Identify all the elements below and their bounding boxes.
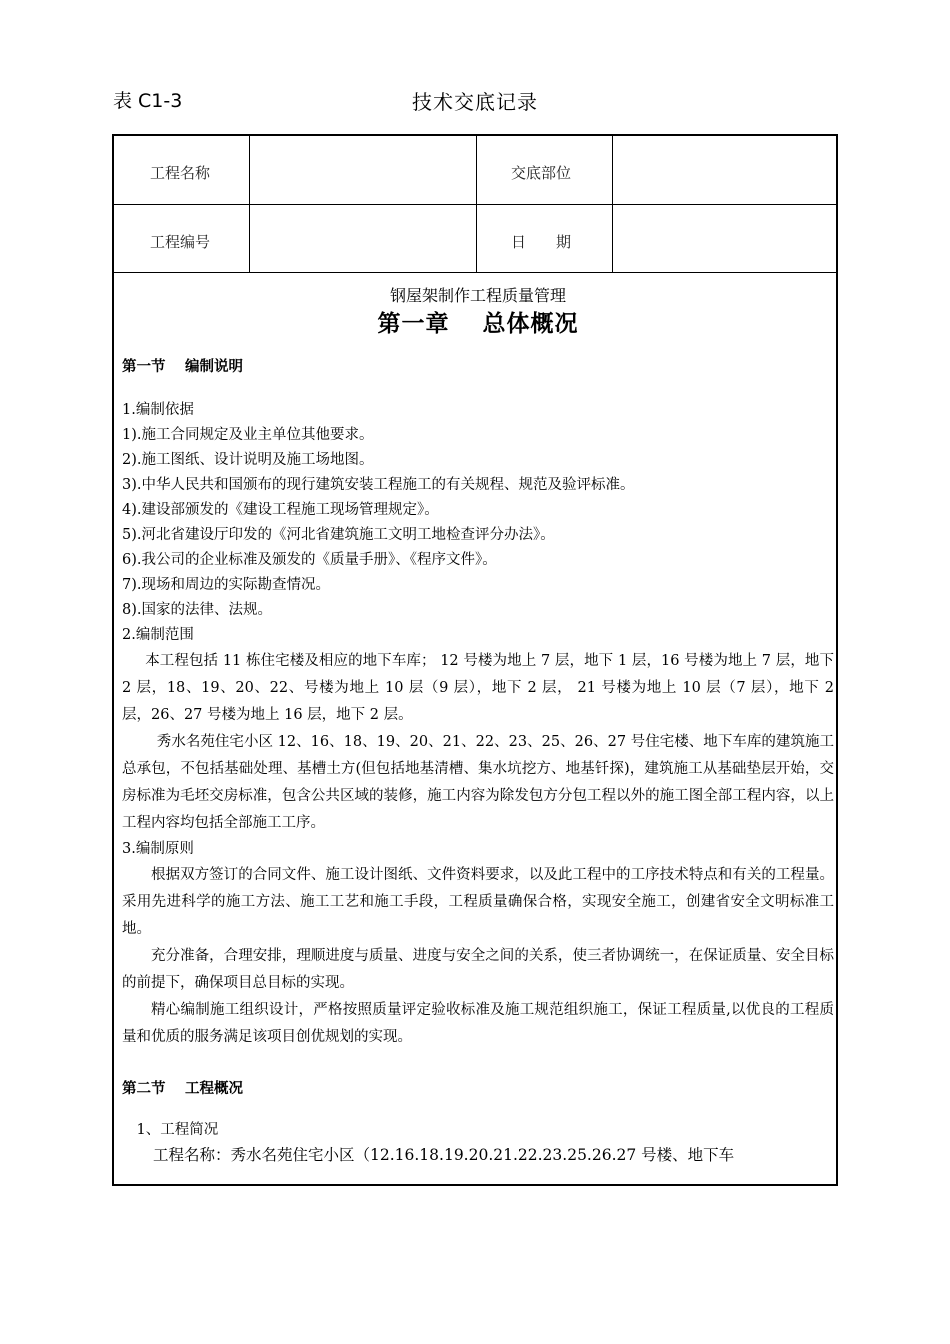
form-number: 表 C1-3: [113, 90, 183, 112]
basis-item: 6).我公司的企业标准及颁发的《质量手册》、《程序文件》。: [122, 552, 497, 568]
row-divider: [114, 272, 836, 273]
basis-item: 5).河北省建设厅印发的《河北省建筑施工文明工地检查评分办法》。: [122, 527, 555, 543]
principle-paragraph: 精心编制施工组织设计，严格按照质量评定验收标准及施工规范组织施工，保证工程质量,以优良的工程质量和优质的服务满足该项目创优规划的实现。: [122, 1002, 834, 1045]
column-divider: [476, 136, 477, 272]
project-name-label: 工程名称: [150, 164, 211, 182]
row-divider: [114, 204, 836, 205]
date-label: 日 期: [511, 233, 572, 251]
scope-paragraph: 秀水名苑住宅小区 12、16、18、19、20、21、22、23、25、26、27 号住宅楼、地下车库的建筑施工总承包，不包括基础处理、基槽土方(但包括地基清槽、集水坑挖方、地基钎探)，建筑施工从基础垫层开始，交房标准为毛坯交房标准，包含公共区域的装修，施工内容为除发包方分包工程以外的施工图全部工程内容，以上工程内容均包括全部施工工序。: [122, 734, 834, 831]
basis-item: 2).施工图纸、设计说明及施工场地图。: [122, 452, 374, 468]
disclosure-content: [122, 276, 834, 1168]
document-subtitle: 钢屋架制作工程质量管理: [389, 286, 566, 305]
basis-item: 4).建设部颁发的《建设工程施工现场管理规定》。: [122, 502, 439, 518]
section-heading: 第二节 工程概况: [122, 1081, 244, 1097]
overview-line: 工程名称：秀水名苑住宅小区（12.16.18.19.20.21.22.23.25.26.27 号楼、地下车: [153, 1146, 735, 1164]
basis-item: 8).国家的法律、法规。: [122, 602, 272, 618]
basis-item: 1).施工合同规定及业主单位其他要求。: [122, 427, 374, 443]
project-number-label: 工程编号: [150, 233, 211, 251]
document-title: 技术交底记录: [412, 90, 538, 114]
basis-item: 3).中华人民共和国颁布的现行建筑安装工程施工的有关规程、规范及验评标准。: [122, 477, 635, 493]
section-heading: 第一节 编制说明: [122, 359, 244, 375]
chapter-heading: 第一章 总体概况: [377, 311, 579, 337]
principle-heading: 3.编制原则: [122, 841, 194, 857]
principle-paragraph: 根据双方签订的合同文件、施工设计图纸、文件资料要求，以及此工程中的工序技术特点和有关的工程量。采用先进科学的施工方法、施工工艺和施工手段，工程质量确保合格，实现安全施工，创建省安全文明标准工地。: [122, 867, 834, 937]
scope-heading: 2.编制范围: [122, 627, 194, 643]
overview-heading: 1、工程简况: [136, 1122, 219, 1138]
basis-heading: 1.编制依据: [122, 402, 194, 418]
principle-paragraph: 充分准备，合理安排，理顺进度与质量、进度与安全之间的关系，使三者协调统一，在保证质量、安全目标的前提下，确保项目总目标的实现。: [122, 948, 834, 991]
basis-item: 7).现场和周边的实际勘查情况。: [122, 577, 330, 593]
record-table: [112, 134, 838, 1186]
scope-paragraph: 本工程包括 11 栋住宅楼及相应的地下车库； 12 号楼为地上 7 层，地下 1 层，16 号楼为地上 7 层，地下 2 层，18、19、20、22、号楼为地上 10 层（9 层），地下 2 层， 21 号楼为地上 10 层（7 层），地下 2 层，26、27 号楼为地上 16 层，地下 2 层。: [122, 653, 834, 723]
handover-part-label: 交底部位: [511, 164, 572, 182]
column-divider: [249, 136, 250, 272]
column-divider: [612, 136, 613, 272]
